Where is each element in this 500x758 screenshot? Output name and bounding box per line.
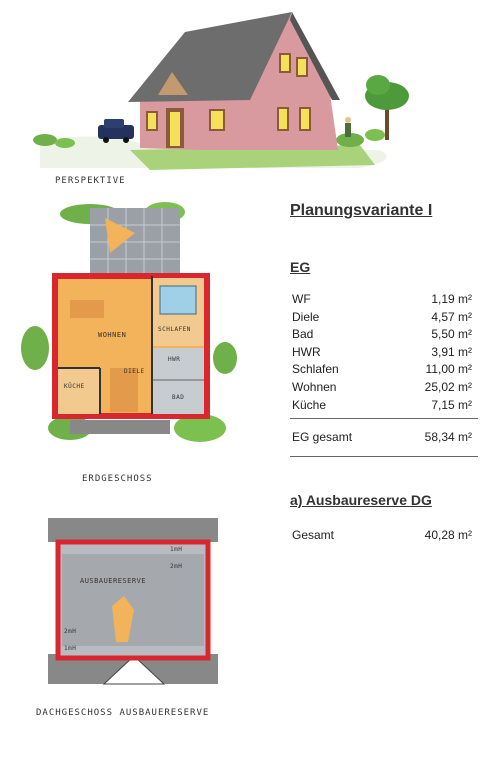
eg-total-label: EG gesamt bbox=[292, 430, 353, 444]
room-schlafen-label: SCHLAFEN bbox=[158, 326, 191, 333]
dg-total-value: 40,28 m² bbox=[424, 528, 472, 542]
attic-mark-top: 1mH bbox=[170, 546, 183, 553]
room-row bbox=[292, 291, 472, 309]
room-name: Küche bbox=[292, 397, 327, 412]
attic-mark-bottom: 1mH bbox=[64, 645, 77, 652]
eg-total-value: 58,34 m² bbox=[424, 430, 472, 444]
perspective-label: PERSPEKTIVE bbox=[55, 176, 126, 186]
room-row bbox=[292, 379, 472, 397]
room-area: 1,19 m² bbox=[431, 292, 472, 306]
room-area: 3,91 m² bbox=[431, 344, 472, 359]
room-area: 5,50 m² bbox=[431, 327, 472, 342]
attic-mark-right: 2mH bbox=[170, 563, 183, 570]
ground-floor-plan bbox=[10, 198, 250, 468]
room-row bbox=[292, 326, 472, 344]
dg-total-label: Gesamt bbox=[292, 528, 335, 542]
room-area: 25,02 m² bbox=[424, 379, 472, 394]
eg-total-row bbox=[292, 430, 472, 444]
room-name: WF bbox=[292, 292, 311, 306]
room-area: 4,57 m² bbox=[431, 309, 472, 324]
room-kueche-label: KÜCHE bbox=[64, 383, 85, 390]
attic-mark-left: 2mH bbox=[64, 628, 77, 635]
attic-label: DACHGESCHOSS AUSBAUERESERVE bbox=[36, 708, 210, 718]
room-name: Bad bbox=[292, 327, 314, 342]
room-diele-label: DIELE bbox=[124, 368, 145, 375]
dg-section-title: a) Ausbaureserve DG bbox=[290, 492, 432, 508]
divider-bottom bbox=[290, 456, 478, 457]
room-area: 7,15 m² bbox=[431, 397, 472, 412]
room-area: 11,00 m² bbox=[425, 362, 472, 377]
room-wohnen-label: WOHNEN bbox=[98, 331, 127, 339]
room-bad-label: BAD bbox=[172, 394, 185, 401]
ground-floor-label: ERDGESCHOSS bbox=[82, 474, 153, 484]
eg-section-title: EG bbox=[290, 259, 311, 275]
room-name: Diele bbox=[292, 309, 320, 324]
attic-plan bbox=[44, 514, 224, 694]
room-row bbox=[292, 344, 472, 362]
page-title: Planungsvariante I bbox=[290, 202, 433, 219]
dg-total-row bbox=[292, 528, 472, 542]
room-row bbox=[292, 397, 472, 415]
eg-room-list bbox=[292, 291, 472, 414]
room-hwr-label: HWR bbox=[168, 356, 181, 363]
room-name: Wohnen bbox=[292, 379, 337, 394]
attic-reserve-label: AUSBAUERESERVE bbox=[80, 577, 147, 585]
house-perspective-sketch bbox=[0, 0, 500, 170]
room-row bbox=[292, 361, 472, 379]
room-name: HWR bbox=[292, 344, 321, 359]
divider-top bbox=[290, 418, 478, 419]
room-name: Schlafen bbox=[292, 362, 339, 377]
room-row bbox=[292, 309, 472, 327]
